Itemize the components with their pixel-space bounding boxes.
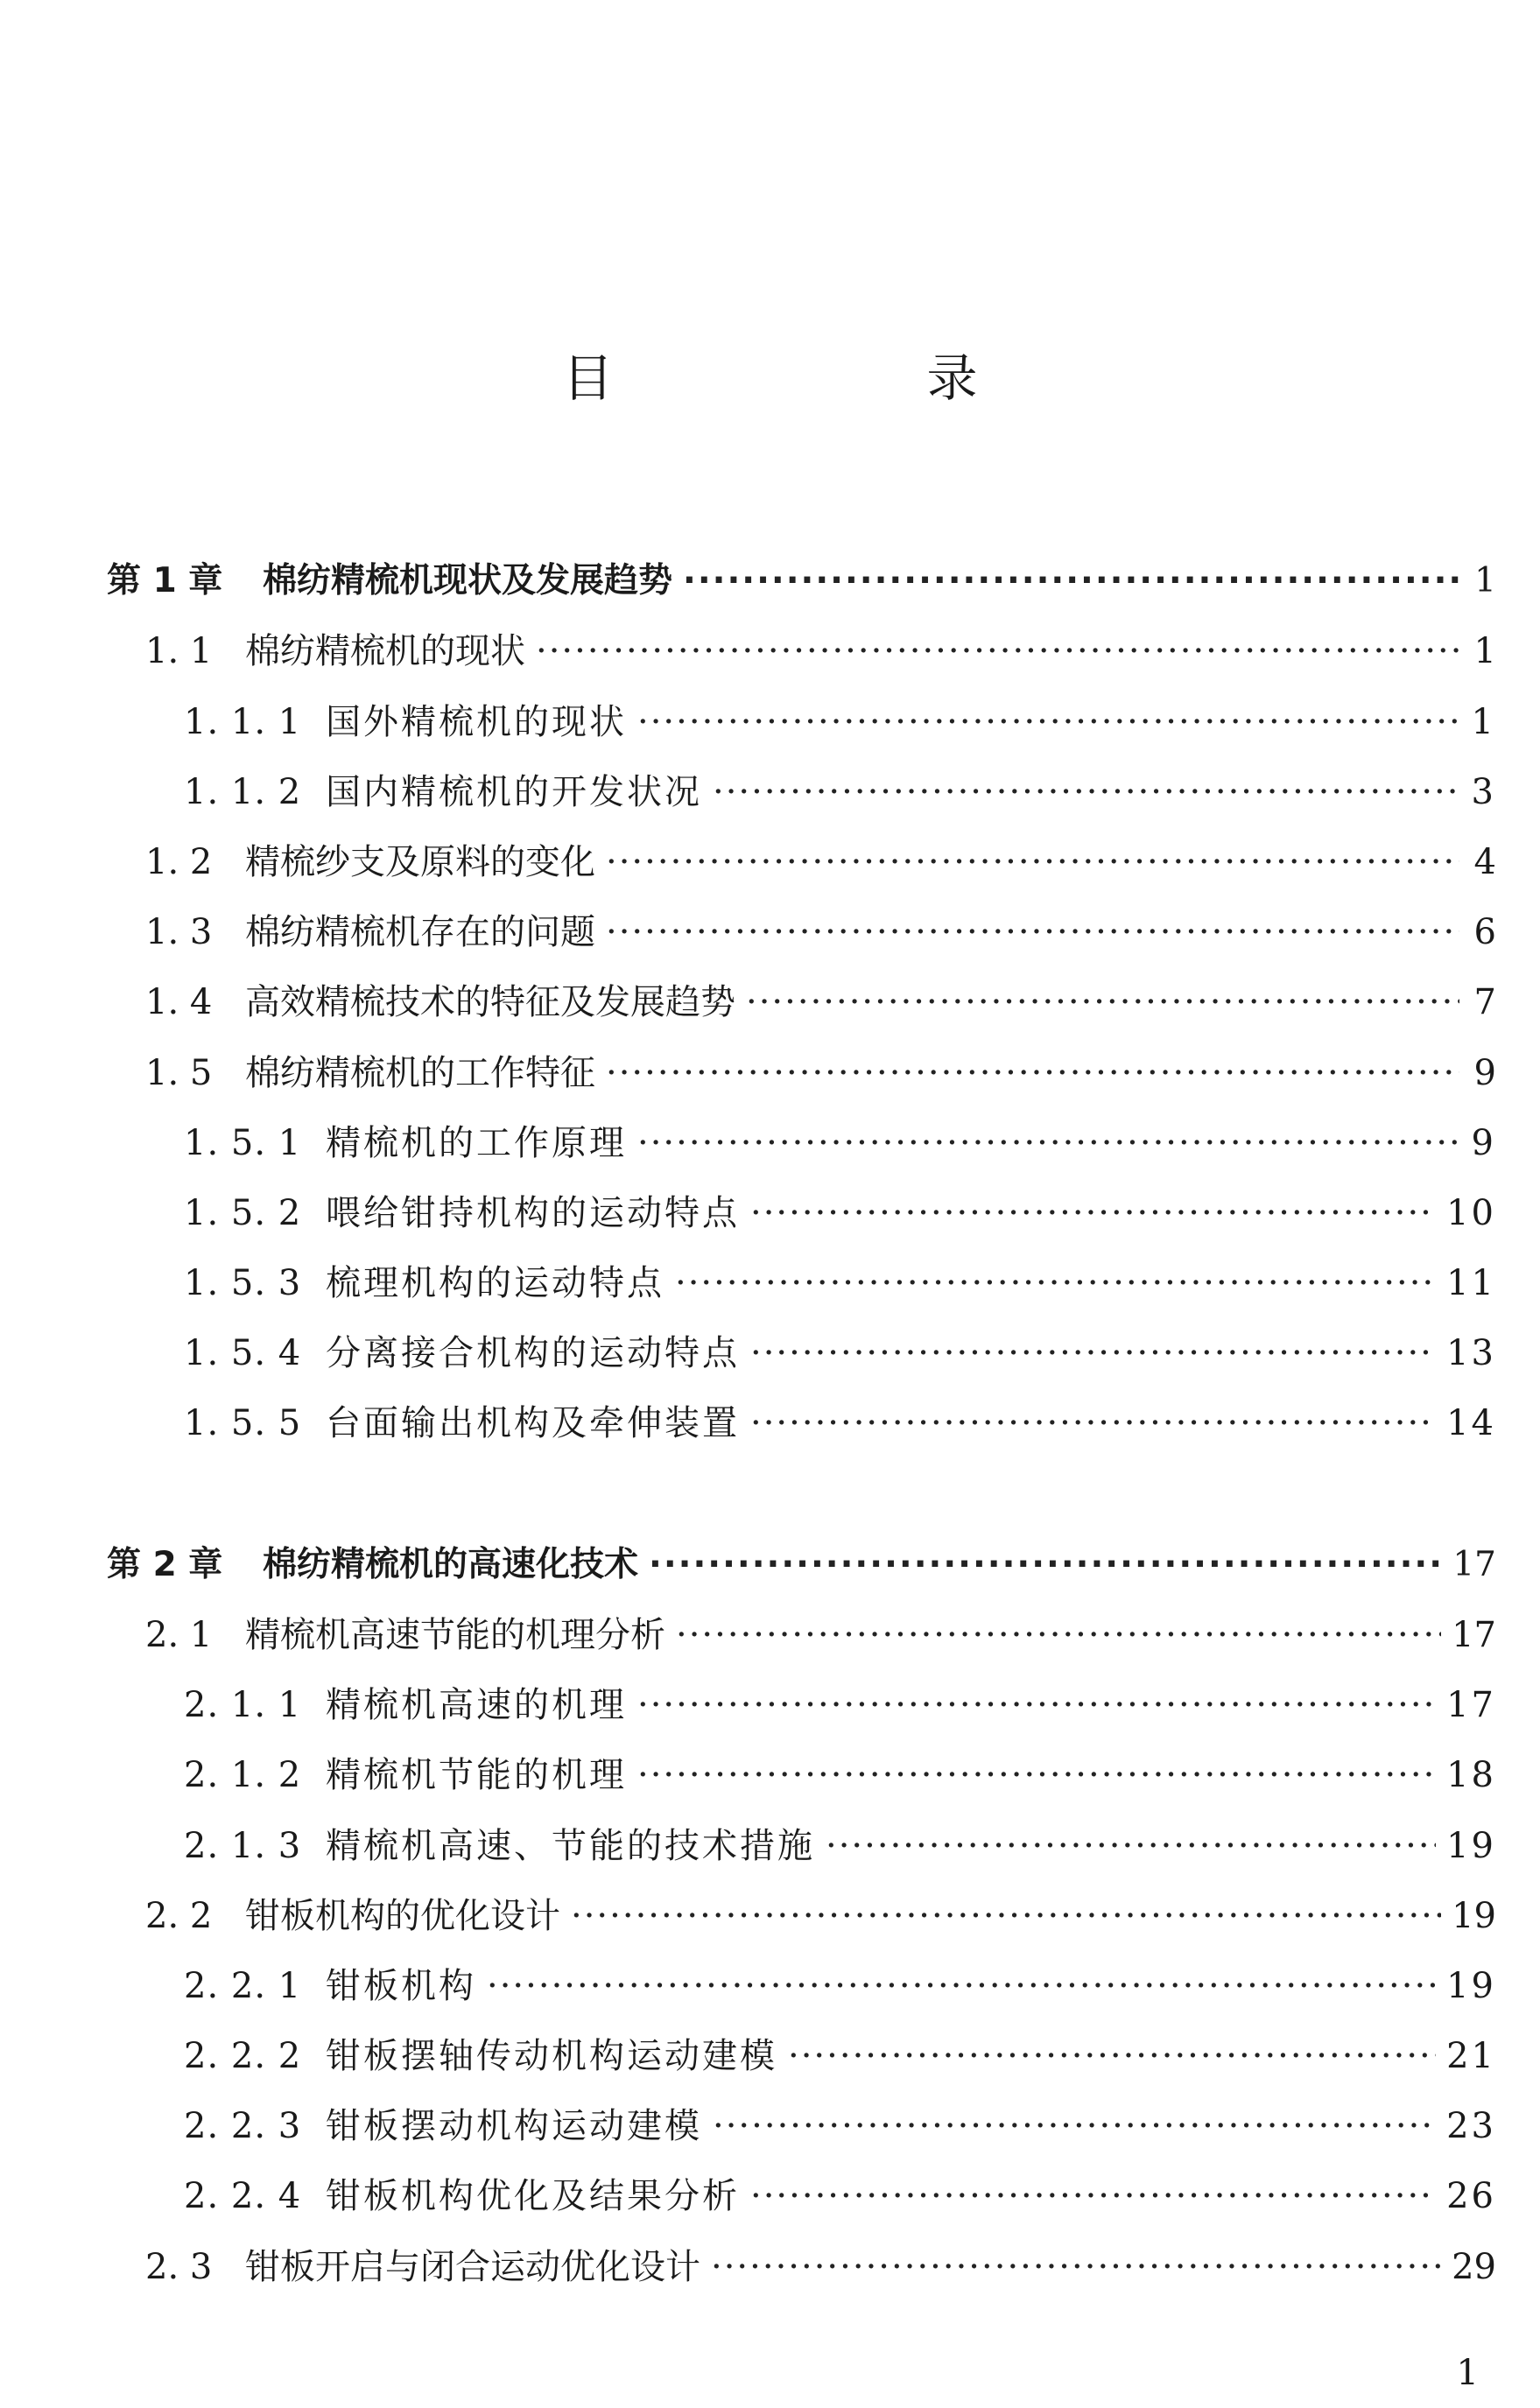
toc-leader-dots — [713, 768, 1459, 817]
toc-entry-page: 1 — [1473, 631, 1496, 671]
toc-entry-title: 喂给钳持机构的运动特点 — [326, 1193, 740, 1233]
toc-entry-title: 高效精梳技术的特征及发展趋势 — [245, 982, 735, 1022]
toc-leader-dots — [826, 1822, 1436, 1871]
toc-entry-page: 26 — [1446, 2176, 1496, 2216]
toc-entry-page: 29 — [1452, 2247, 1496, 2287]
toc-section-entry[interactable] — [145, 1611, 1496, 1660]
toc-subsection-entry[interactable] — [184, 2172, 1496, 2221]
toc-entry-number: 1. 4 — [145, 982, 213, 1022]
toc-subsection-entry[interactable] — [184, 768, 1496, 817]
toc-subsection-entry[interactable] — [184, 1119, 1496, 1168]
toc-entry-page: 10 — [1446, 1193, 1496, 1233]
toc-entry-page: 9 — [1473, 1053, 1496, 1093]
toc-entry-page: 1 — [1471, 702, 1496, 742]
toc-entry-number: 1. 5. 5 — [184, 1403, 302, 1443]
toc-entry-number: 1. 1. 2 — [184, 772, 302, 812]
toc-section-entry[interactable] — [145, 978, 1496, 1027]
toc-subsection-entry[interactable] — [184, 1751, 1496, 1800]
toc-leader-dots — [637, 698, 1459, 747]
toc-entry-page: 7 — [1473, 982, 1496, 1022]
toc-subsection-entry[interactable] — [184, 1399, 1496, 1448]
toc-entry-number: 2. 1. 2 — [184, 1755, 302, 1795]
toc-section-entry[interactable] — [145, 908, 1496, 957]
toc-entry-page: 23 — [1446, 2106, 1496, 2146]
toc-leader-dots — [487, 1962, 1436, 2011]
toc-entry-page: 11 — [1446, 1263, 1496, 1303]
toc-entry-title: 钳板机构优化及结果分析 — [326, 2176, 740, 2216]
toc-subsection-entry[interactable] — [184, 1329, 1496, 1378]
toc-entry-number: 1. 5 — [145, 1053, 213, 1093]
toc-entry-title: 精梳机高速的机理 — [326, 1685, 627, 1725]
toc-leader-dots — [649, 1541, 1442, 1590]
toc-entry-title: 钳板开启与闭合运动优化设计 — [245, 2247, 700, 2287]
toc-leader-dots — [746, 978, 1459, 1027]
toc-entry-title: 钳板摆轴传动机构运动建模 — [326, 2036, 777, 2076]
toc-subsection-entry[interactable] — [184, 2032, 1496, 2081]
toc-subsection-entry[interactable] — [184, 1681, 1496, 1730]
toc-entry-page: 9 — [1471, 1123, 1496, 1163]
toc-leader-dots — [683, 557, 1459, 606]
toc-entry-page: 19 — [1446, 1826, 1496, 1866]
toc-leader-dots — [676, 1611, 1441, 1660]
toc-leader-dots — [637, 1751, 1436, 1800]
toc-leader-dots — [750, 1329, 1436, 1378]
toc-leader-dots — [713, 2102, 1436, 2151]
toc-entry-title: 国外精梳机的现状 — [326, 702, 627, 742]
toc-section-entry[interactable] — [145, 2243, 1496, 2292]
toc-entry-number: 1. 5. 2 — [184, 1193, 302, 1233]
toc-section-entry[interactable] — [145, 1892, 1496, 1941]
toc-leader-dots — [606, 1049, 1459, 1098]
toc-entry-page: 18 — [1446, 1755, 1496, 1795]
toc-leader-dots — [750, 1189, 1436, 1238]
toc-leader-dots — [750, 2172, 1436, 2221]
toc-entry-title: 国内精梳机的开发状况 — [326, 772, 702, 812]
toc-subsection-entry[interactable] — [184, 1822, 1496, 1871]
toc-entry-page: 14 — [1446, 1403, 1496, 1443]
toc-entry-title: 棉纺精梳机的高速化技术 — [263, 1545, 639, 1584]
toc-subsection-entry[interactable] — [184, 1259, 1496, 1308]
toc-entry-title: 棉纺精梳机的现状 — [245, 631, 525, 671]
toc-entry-number: 1. 5. 4 — [184, 1333, 302, 1373]
toc-leader-dots — [675, 1259, 1436, 1308]
toc-entry-page: 13 — [1446, 1333, 1496, 1373]
toc-entry-number: 2. 2. 1 — [184, 1966, 302, 2006]
toc-entry-title: 精梳机节能的机理 — [326, 1755, 627, 1795]
toc-leader-dots — [571, 1892, 1441, 1941]
toc-entry-number: 2. 1. 3 — [184, 1826, 302, 1866]
toc-entry-number: 2. 2. 2 — [184, 2036, 302, 2076]
toc-entry-page: 17 — [1452, 1615, 1496, 1655]
toc-entry-page: 1 — [1474, 561, 1496, 600]
toc-leader-dots — [750, 1399, 1436, 1448]
toc-entry-title: 梳理机构的运动特点 — [326, 1263, 665, 1303]
toc-leader-dots — [637, 1681, 1436, 1730]
toc-chapter-entry[interactable] — [107, 557, 1496, 606]
toc-section-entry[interactable] — [145, 1049, 1496, 1098]
toc-leader-dots — [606, 838, 1459, 887]
toc-entry-number: 2. 1 — [145, 1615, 213, 1655]
toc-subsection-entry[interactable] — [184, 1189, 1496, 1238]
toc-entry-number: 1. 3 — [145, 912, 213, 952]
toc-leader-dots — [711, 2243, 1441, 2292]
toc-entry-title: 台面输出机构及牵伸装置 — [326, 1403, 740, 1443]
toc-entry-title: 精梳机高速、节能的技术措施 — [326, 1826, 815, 1866]
toc-entry-page: 17 — [1446, 1685, 1496, 1725]
toc-entry-number: 1. 1 — [145, 631, 213, 671]
toc-entry-page: 6 — [1473, 912, 1496, 952]
toc-subsection-entry[interactable] — [184, 1962, 1496, 2011]
page-number: 1 — [1456, 2353, 1479, 2393]
toc-entry-number: 第 1 章 — [107, 561, 223, 600]
toc-entry-page: 17 — [1452, 1545, 1496, 1584]
toc-entry-number: 2. 2. 3 — [184, 2106, 302, 2146]
toc-entry-page: 19 — [1452, 1896, 1496, 1936]
toc-entry-number: 2. 2 — [145, 1896, 213, 1936]
toc-entry-number: 第 2 章 — [107, 1545, 223, 1584]
toc-entry-page: 21 — [1446, 2036, 1496, 2076]
toc-entry-page: 19 — [1446, 1966, 1496, 2006]
toc-leader-dots — [788, 2032, 1436, 2081]
toc-leader-dots — [637, 1119, 1459, 1168]
toc-leader-dots — [606, 908, 1459, 957]
toc-entry-number: 1. 1. 1 — [184, 702, 302, 742]
toc-entry-title: 精梳纱支及原料的变化 — [245, 842, 595, 882]
toc-subsection-entry[interactable] — [184, 698, 1496, 747]
toc-entry-number: 2. 3 — [145, 2247, 213, 2287]
page-title: 目 录 — [562, 348, 1109, 408]
toc-subsection-entry[interactable] — [184, 2102, 1496, 2151]
toc-entry-page: 4 — [1473, 842, 1496, 882]
toc-section-entry[interactable] — [145, 838, 1496, 887]
toc-entry-title: 钳板机构的优化设计 — [245, 1896, 560, 1936]
toc-entry-title: 棉纺精梳机存在的问题 — [245, 912, 595, 952]
toc-entry-number: 1. 5. 1 — [184, 1123, 302, 1163]
toc-entry-title: 棉纺精梳机现状及发展趋势 — [263, 561, 673, 600]
toc-leader-dots — [536, 627, 1459, 676]
toc-entry-number: 2. 1. 1 — [184, 1685, 302, 1725]
toc-entry-title: 精梳机的工作原理 — [326, 1123, 627, 1163]
toc-entry-title: 棉纺精梳机的工作特征 — [245, 1053, 595, 1093]
toc-section-entry[interactable] — [145, 627, 1496, 676]
toc-entry-number: 1. 5. 3 — [184, 1263, 302, 1303]
toc-entry-number: 1. 2 — [145, 842, 213, 882]
toc-chapter-entry[interactable] — [107, 1541, 1496, 1590]
toc-entry-title: 精梳机高速节能的机理分析 — [245, 1615, 665, 1655]
toc-entry-title: 钳板机构 — [326, 1966, 476, 2006]
toc-entry-number: 2. 2. 4 — [184, 2176, 302, 2216]
toc-entry-title: 分离接合机构的运动特点 — [326, 1333, 740, 1373]
toc-entry-page: 3 — [1471, 772, 1496, 812]
toc-entry-title: 钳板摆动机构运动建模 — [326, 2106, 702, 2146]
